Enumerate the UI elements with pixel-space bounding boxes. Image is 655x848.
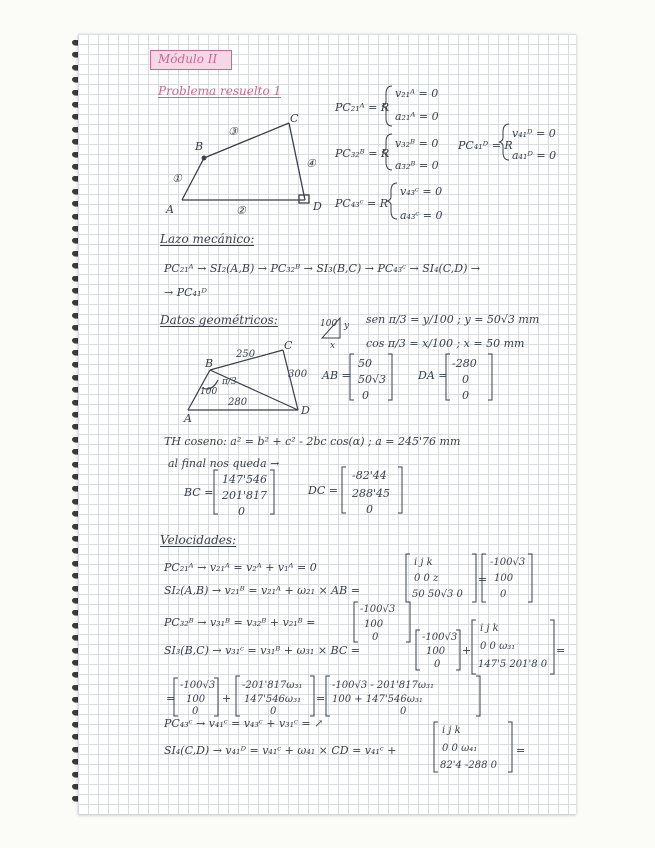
problem-title: Problema resuelto 1: [158, 84, 282, 98]
vel-l5-m1-z: 0: [192, 706, 199, 717]
geo-ad-length: 280: [228, 397, 248, 408]
vel-l4-vec-x: -100√3: [422, 632, 458, 643]
pc32-velocity: v₃₂ᴮ = 0: [395, 137, 439, 150]
final-note: al final nos queda →: [168, 457, 280, 470]
lazo-line-1: PC₂₁ᴬ → SI₂(A,B) → PC₃₂ᴮ → SI₃(B,C) → PC₄₃ᶜ → SI₄(C,D) →: [164, 262, 481, 275]
vel-line-2: SI₂(A,B) → v₂₁ᴮ = v₂₁ᴬ + ω₂₁ × AB =: [164, 584, 360, 597]
vel-l5-m2-z: 0: [270, 706, 277, 717]
vel-l5-m3-y: 100 + 147'546ω₃₁: [332, 694, 423, 705]
dc-vector-label: DC =: [308, 484, 338, 497]
link-3-label: ③: [228, 125, 238, 138]
vel-l7-det-row1: i j k: [442, 725, 461, 736]
vel-l2-result-x: -100√3: [490, 557, 526, 568]
vel-l5-equals: =: [166, 692, 176, 705]
pc32-acceleration: a₃₂ᴮ = 0: [395, 159, 439, 172]
pc43-velocity: v₄₃ᶜ = 0: [400, 185, 443, 198]
vel-l3-result-y: 100: [364, 619, 384, 630]
brace-pc41: [499, 124, 509, 160]
point-b-label: B: [195, 140, 204, 153]
vel-line-1: PC₂₁ᴬ → v₂₁ᴬ = v₂ᴬ + v₁ᴬ = 0: [164, 561, 317, 574]
pc43-label: PC₄₃ᶜ = R: [335, 197, 389, 210]
geo-diagonal-bd: [210, 370, 298, 410]
ab-vector-y: 50√3: [358, 373, 387, 386]
ab-vector-z: 0: [362, 389, 369, 402]
link-2-label: ②: [236, 204, 246, 217]
geo-ab-length: 100: [200, 387, 218, 397]
bc-vector-x: 147'546: [222, 473, 268, 486]
vel-l2-det-row1: i j k: [414, 557, 433, 568]
cos-equation: cos π/3 = x/100 ; x = 50 mm: [366, 337, 525, 350]
link-cd: [289, 123, 305, 200]
da-vector-x: -280: [452, 357, 477, 370]
link-4-label: ④: [306, 157, 316, 170]
bc-vector-label: BC =: [184, 486, 214, 499]
vel-l5-plus: +: [222, 692, 232, 705]
brace-pc32: [382, 134, 392, 170]
vel-l4-vec-z: 0: [434, 659, 441, 670]
triangle-x-label: x: [330, 341, 336, 351]
vel-line-7: SI₄(C,D) → v₄₁ᴰ = v₄₁ᶜ + ω₄₁ × CD = v₄₁ᶜ +: [164, 744, 397, 757]
vel-l4-det-row3: 147'5 201'8 0: [478, 659, 548, 670]
lazo-line-2: → PC₄₁ᴰ: [164, 286, 207, 299]
pc32-label: PC₃₂ᴮ = R: [335, 147, 390, 160]
vel-l5-m1-x: -100√3: [180, 680, 216, 691]
pc43-acceleration: a₄₃ᶜ = 0: [400, 209, 443, 222]
dc-vector-x: -82'44: [352, 469, 387, 482]
pc21-label: PC₂₁ᴬ = R: [335, 101, 390, 114]
point-d-label: D: [313, 200, 322, 213]
geo-d-label: D: [301, 404, 310, 417]
point-a-label: A: [166, 203, 174, 216]
triangle-y-label: y: [344, 321, 350, 331]
vel-l7-det-row2: 0 0 ω₄₁: [442, 743, 478, 754]
geo-cd: [283, 350, 298, 410]
vel-l4-vec-y: 100: [426, 646, 446, 657]
geo-angle-label: π/3: [222, 377, 237, 387]
bc-vector-y: 201'817: [222, 489, 268, 502]
pc41-acceleration: a₄₁ᴰ = 0: [512, 149, 557, 162]
dc-vector-y: 288'45: [352, 487, 391, 500]
vel-l7-det-row3: 82'4 -288 0: [440, 760, 498, 771]
vel-l5-m2-y: 147'546ω₃₁: [244, 694, 302, 705]
vel-line-6: PC₄₃ᶜ → v₄₁ᶜ = v₄₃ᶜ + v₃₁ᶜ = ↗: [164, 717, 324, 730]
vel-line-4: SI₃(B,C) → v₃₁ᶜ = v₃₁ᴮ + ω₃₁ × BC =: [164, 644, 360, 657]
vel-l4-plus: +: [462, 644, 472, 657]
four-bar-diagram: [182, 123, 309, 203]
geo-a-label: A: [184, 412, 192, 425]
vel-l4-equals: =: [556, 644, 566, 657]
geo-b-label: B: [205, 357, 214, 370]
vel-l4-det-row2: 0 0 ω₃₁: [480, 641, 516, 652]
brace-pc43: [387, 183, 397, 219]
vel-l5-equals-2: =: [316, 692, 326, 705]
vel-l4-det-row1: i j k: [480, 623, 499, 634]
vel-l2-result-z: 0: [500, 589, 507, 600]
vel-line-3: PC₃₂ᴮ → v₃₁ᴮ = v₃₂ᴮ + v₂₁ᴮ =: [164, 616, 316, 629]
module-title: Módulo II: [158, 52, 218, 66]
triangle-hyp-label: 100: [320, 319, 338, 329]
vel-l5-m3-x: -100√3 - 201'817ω₃₁: [332, 680, 435, 691]
link-bc: [204, 123, 289, 158]
da-vector-z: 0: [462, 389, 469, 402]
vel-l2-result-y: 100: [494, 573, 514, 584]
point-c-label: C: [290, 112, 299, 125]
vel-l3-result-x: -100√3: [360, 604, 396, 615]
sen-equation: sen π/3 = y/100 ; y = 50√3 mm: [366, 313, 540, 326]
pc41-label: PC₄₁ᴰ = R: [458, 139, 513, 152]
vel-l2-det-row2: 0 0 z: [414, 573, 439, 584]
lazo-heading: Lazo mecánico:: [160, 232, 255, 246]
vel-l5-m2-x: -201'817ω₃₁: [242, 680, 303, 691]
cosine-theorem: TH coseno: a² = b² + c² - 2bc cos(α) ; a = 245'76 mm: [164, 435, 461, 448]
joint-b: [202, 156, 206, 160]
ab-vector-x: 50: [358, 357, 372, 370]
pc21-acceleration: a₂₁ᴬ = 0: [395, 110, 439, 123]
dc-vector-z: 0: [366, 503, 373, 516]
bc-vector-z: 0: [238, 505, 245, 518]
vel-l2-det-row3: 50 50√3 0: [412, 589, 463, 600]
velocidades-heading: Velocidades:: [160, 533, 237, 547]
ab-vector-label: AB =: [322, 369, 351, 382]
link-1-label: ①: [172, 172, 182, 185]
link-ab: [182, 158, 204, 200]
vel-l3-result-z: 0: [372, 632, 379, 643]
geo-cd-length: 300: [288, 369, 308, 380]
vel-l7-equals: =: [516, 744, 526, 757]
geo-c-label: C: [284, 339, 293, 352]
vel-l2-equals: =: [478, 573, 488, 586]
datos-heading: Datos geométricos:: [160, 313, 278, 327]
brace-pc21: [382, 86, 392, 126]
vel-l5-m1-y: 100: [186, 694, 206, 705]
pc41-velocity: v₄₁ᴰ = 0: [512, 127, 556, 140]
pc21-velocity: v₂₁ᴬ = 0: [395, 87, 439, 100]
geo-bc-length: 250: [236, 349, 256, 360]
da-vector-y: 0: [462, 373, 469, 386]
vel-l5-m3-z: 0: [400, 706, 407, 717]
da-vector-label: DA =: [418, 369, 448, 382]
